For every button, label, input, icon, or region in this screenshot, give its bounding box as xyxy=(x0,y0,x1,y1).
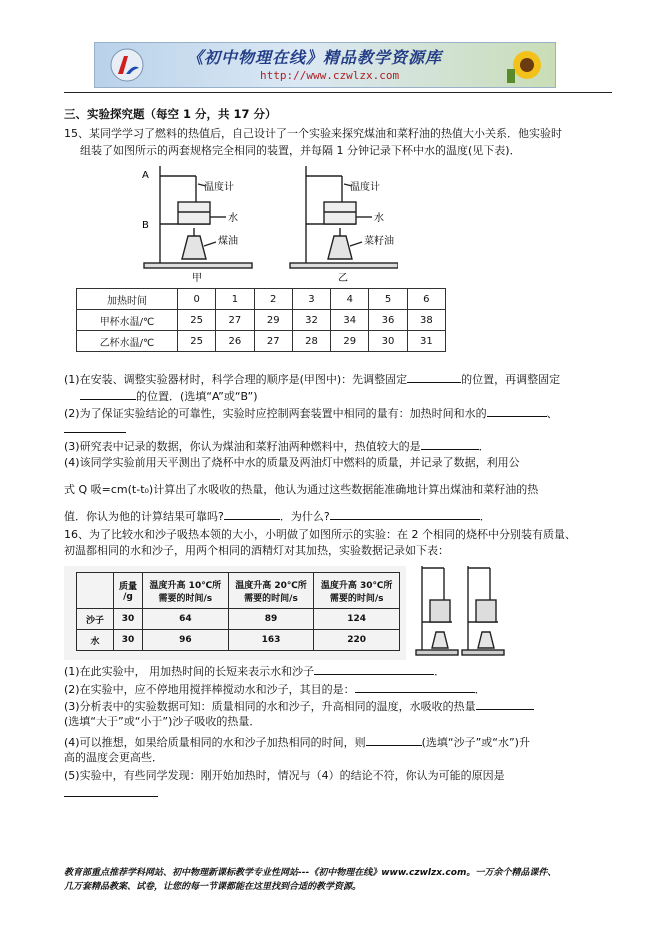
table-cell: 27 xyxy=(254,331,292,352)
footer-line2: 几万套精品教案、试卷，让您的每一节课都能在这里找到合适的教学资源。 xyxy=(64,882,362,892)
site-banner xyxy=(94,42,556,88)
table-cell: 124 xyxy=(314,609,400,630)
q16-p4-text2: (选填“沙子”或“水”)升 xyxy=(421,736,530,749)
q15-p4c-text2: ．为什么? xyxy=(279,510,330,523)
q15-p4c xyxy=(64,508,491,524)
right-fuel-label: 菜籽油 xyxy=(364,236,394,247)
q16-p2-text: (2)在实验中，应不停地用搅拌棒搅动水和沙子，其目的是： xyxy=(64,683,355,696)
row-label: 水 xyxy=(77,630,114,651)
right-water-label: 水 xyxy=(374,213,384,224)
answer-blank[interactable] xyxy=(355,681,475,693)
row-label: 乙杯水温/℃ xyxy=(77,331,178,352)
q16-apparatus-figure xyxy=(414,560,510,660)
q15-p1-cont xyxy=(80,388,258,404)
q16-p1-text: (1)在此实验中， 用加热时间的长短来表示水和沙子 xyxy=(64,665,315,678)
banner-title: 《初中物理在线》精品教学资源库 xyxy=(187,48,443,67)
q15-p1-text3: 的位置．(选填“A”或“B”) xyxy=(136,390,258,403)
answer-blank[interactable] xyxy=(421,438,479,450)
header-cell: 温度升高 10℃所 需要的时间/s xyxy=(143,573,229,609)
table-cell: 36 xyxy=(369,310,407,331)
table-cell: 0 xyxy=(178,289,216,310)
q15-p2 xyxy=(64,405,558,421)
answer-blank[interactable] xyxy=(80,388,136,400)
header-cell xyxy=(77,573,114,609)
site-logo-icon xyxy=(109,47,145,83)
q15-line2: 组装了如图所示的两套规格完全相同的装置，并每隔 1 分钟记录下杯中水的温度(见下表)． xyxy=(80,144,521,157)
table-cell: 27 xyxy=(216,310,254,331)
answer-blank[interactable] xyxy=(407,371,461,383)
table-cell: 4 xyxy=(331,289,369,310)
q15-p2-text: (2)为了保证实验结论的可靠性，实验时应控制两套装置中相同的量有：加热时间和水的 xyxy=(64,407,487,420)
label-b: B xyxy=(142,220,149,231)
table-cell: 220 xyxy=(314,630,400,651)
left-thermometer-label: 温度计 xyxy=(204,182,234,193)
table-cell: 32 xyxy=(292,310,330,331)
q16-p1-end: ． xyxy=(434,665,446,678)
answer-blank[interactable] xyxy=(64,421,126,433)
left-fuel-label: 煤油 xyxy=(218,236,238,247)
q16-data-table xyxy=(76,572,400,651)
q16-line2: 初温都相同的水和沙子，用两个相同的酒精灯对其加热，实验数据记录如下表： xyxy=(64,544,449,557)
q15-p2-cont xyxy=(64,421,126,437)
q15-p4b: 式 Q 吸=cm(t-t₀)计算出了水吸收的热量，他认为通过这些数据能准确地计算出煤油和菜籽油的热 xyxy=(64,483,539,496)
q15-temperature-table xyxy=(76,288,446,352)
row-label: 加热时间 xyxy=(77,289,178,310)
header-cell: 质量 /g xyxy=(114,573,143,609)
table-row xyxy=(77,630,400,651)
table-cell: 38 xyxy=(407,310,445,331)
table-cell: 29 xyxy=(331,331,369,352)
q16-p4-text: (4)可以推想，如果给质量相同的水和沙子加热相同的时间，则 xyxy=(64,736,366,749)
left-water-label: 水 xyxy=(228,213,238,224)
table-cell: 31 xyxy=(407,331,445,352)
answer-blank[interactable] xyxy=(487,405,547,417)
table-cell: 29 xyxy=(254,310,292,331)
table-cell: 30 xyxy=(114,630,143,651)
q16-line1: 16、为了比较水和沙子吸热本领的大小，小明做了如图所示的实验：在 2 个相同的烧杯中分别装有质量、 xyxy=(64,528,576,541)
answer-blank[interactable] xyxy=(224,508,280,520)
row-label: 甲杯水温/℃ xyxy=(77,310,178,331)
banner-url[interactable]: http://www.czwlzx.com xyxy=(260,69,400,82)
table-header-row xyxy=(77,573,400,609)
table-cell: 64 xyxy=(143,609,229,630)
table-row xyxy=(77,289,446,310)
answer-blank[interactable] xyxy=(64,785,158,797)
answer-blank[interactable] xyxy=(476,698,534,710)
q15-p1-text: (1)在安装、调整实验器材时，科学合理的顺序是(甲图中)：先调整固定 xyxy=(64,373,408,386)
table-cell: 30 xyxy=(369,331,407,352)
right-caption: 乙 xyxy=(338,273,348,282)
row-label: 沙子 xyxy=(77,609,114,630)
answer-blank[interactable] xyxy=(330,508,480,520)
table-cell: 1 xyxy=(216,289,254,310)
q15-p3-end: ． xyxy=(478,440,490,453)
left-caption: 甲 xyxy=(192,273,202,282)
answer-blank[interactable] xyxy=(314,663,434,675)
q15-p4: (4)该同学实验前用天平测出了烧杯中水的质量及两油灯中燃料的质量，并记录了数据，利用公 xyxy=(64,456,520,469)
q15-apparatus-figure xyxy=(138,162,398,282)
q16-p5-cont xyxy=(64,785,158,801)
q15-p1-text2: 的位置，再调整固定 xyxy=(461,373,561,386)
q16-p4 xyxy=(64,734,530,750)
q15-line1: 15、某同学学习了燃料的热值后，自己设计了一个实验来探究煤油和菜籽油的热值大小关系．他实验时 xyxy=(64,127,562,140)
header-cell: 温度升高 20℃所 需要的时间/s xyxy=(228,573,314,609)
answer-blank[interactable] xyxy=(366,734,422,746)
section-heading: 三、实验探究题（每空 1 分，共 17 分） xyxy=(64,107,277,121)
table-cell: 30 xyxy=(114,609,143,630)
q15-p2-end: 、 xyxy=(546,407,558,420)
q15-p4c-end: ． xyxy=(479,510,491,523)
header-rule xyxy=(64,92,612,93)
header-cell: 温度升高 30℃所 需要的时间/s xyxy=(314,573,400,609)
table-row xyxy=(77,609,400,630)
sunflower-icon xyxy=(507,47,547,83)
table-cell: 6 xyxy=(407,289,445,310)
right-thermometer-label: 温度计 xyxy=(350,182,380,193)
q16-p3 xyxy=(64,698,534,714)
q15-p3-text: (3)研究表中记录的数据，你认为煤油和菜籽油两种燃料中，热值较大的是 xyxy=(64,440,421,453)
table-cell: 28 xyxy=(292,331,330,352)
table-cell: 163 xyxy=(228,630,314,651)
table-cell: 26 xyxy=(216,331,254,352)
table-cell: 34 xyxy=(331,310,369,331)
table-cell: 96 xyxy=(143,630,229,651)
q16-p5: (5)实验中，有些同学发现：刚开始加热时，情况与（4）的结论不符，你认为可能的原因是 xyxy=(64,769,505,782)
table-cell: 3 xyxy=(292,289,330,310)
table-cell: 5 xyxy=(369,289,407,310)
table-cell: 2 xyxy=(254,289,292,310)
q15-p3 xyxy=(64,438,490,454)
q16-p3b: (选填“大于”或“小于”)沙子吸收的热量． xyxy=(64,715,261,728)
q16-p4c: 高的温度会更高些． xyxy=(64,751,163,764)
q16-p1 xyxy=(64,663,445,679)
q16-data-image xyxy=(64,566,406,660)
table-row xyxy=(77,331,446,352)
q16-p2-end: ． xyxy=(474,683,486,696)
q15-p4c-text: 值．你认为他的计算结果可靠吗? xyxy=(64,510,224,523)
table-cell: 89 xyxy=(228,609,314,630)
q16-p2 xyxy=(64,681,486,697)
table-cell: 25 xyxy=(178,331,216,352)
footer-line1: 教育部重点推荐学科网站、初中物理新课标教学专业性网站---《初中物理在线》www.czwlzx.com。一万余个精品课件、 xyxy=(64,868,557,878)
q15-p1 xyxy=(64,371,560,387)
table-row xyxy=(77,310,446,331)
label-a: A xyxy=(142,170,149,181)
q16-p3-text: (3)分析表中的实验数据可知：质量相同的水和沙子，升高相同的温度，水吸收的热量 xyxy=(64,700,476,713)
table-cell: 25 xyxy=(178,310,216,331)
